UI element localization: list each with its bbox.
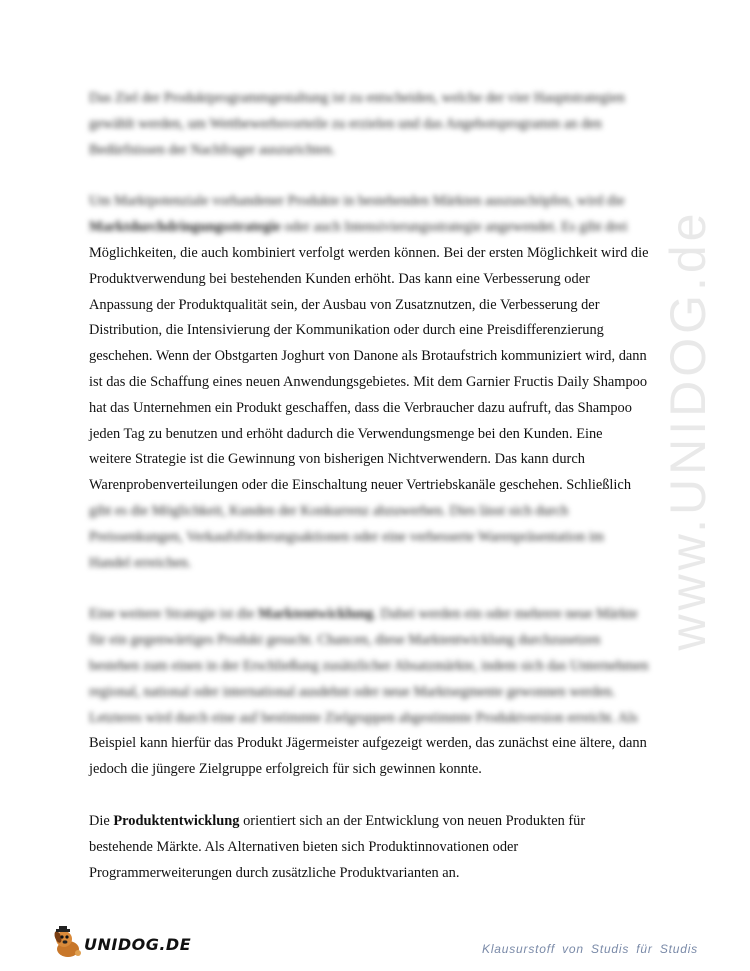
text-line — [89, 399, 632, 417]
text-segment: Bedürfnissen der Nachfrager auszurichten. — [89, 141, 336, 158]
text-segment: geschehen. Wenn der Obstgarten Joghurt von Danone als Brotaufstrich kommuniziert wird, dann — [89, 348, 647, 365]
text-line — [89, 502, 568, 520]
text-segment: Die — [89, 813, 114, 829]
text-line — [89, 734, 647, 752]
text-line — [89, 605, 638, 623]
text-segment: für ein gegenwärtiges Produkt gesucht. Chancen, diese Marktentwicklung durchzusetzen — [89, 632, 601, 649]
footer-tagline: Klausurstoff von Studis für Studis — [482, 942, 698, 956]
text-segment: ist das die Schaffung eines neuen Anwendungsgebietes. Mit dem Garnier Fructis Daily Shampoo — [89, 374, 648, 390]
text-segment: Letzteres wird durch eine auf bestimmte Zielgruppen abgestimmte Produktversion erreicht. Als — [89, 709, 638, 726]
text-segment: Um Marktpotenziale vorhandener Produkte in bestehenden Märkten auszuschöpfen, wird die — [89, 193, 625, 210]
text-segment: oder auch Intensivierungsstrategie angewendet. Es gibt drei — [280, 219, 628, 236]
text-segment: hat das Unternehmen ein Produkt geschaffen, dass die Verbraucher dazu aufruft, das Shampoo — [89, 399, 632, 416]
text-segment: Möglichkeiten, die auch kombiniert verfolgt werden können. Bei der ersten Möglichkeit wird die — [89, 245, 649, 261]
text-line — [89, 270, 590, 288]
text-segment: Beispiel kann hierfür das Produkt Jägermeister aufgezeigt werden, das zunächst eine ältere, dann — [89, 735, 647, 752]
text-line — [89, 476, 631, 494]
text-segment: Produktverwendung bei bestehenden Kunden erhöht. Das kann eine Verbesserung oder — [89, 270, 590, 287]
text-segment: Das Ziel der Produktprogrammgestaltung ist zu entscheiden, welche der vier Hauptstrategien — [89, 90, 625, 106]
watermark: www.UNIDOG.de — [660, 209, 716, 651]
text-line — [89, 115, 602, 133]
text-line — [89, 528, 604, 546]
bold-term: Marktentwicklung — [258, 606, 374, 623]
text-line — [89, 812, 585, 830]
text-segment: jeden Tag zu benutzen und erhöht dadurch die Verwendungsmenge bei den Kunden. Eine — [89, 425, 603, 442]
text-segment: regional, national oder international ausdehnt oder neue Marktsegmente gewonnen werden. — [89, 683, 616, 700]
text-line — [89, 450, 585, 468]
text-line — [89, 864, 459, 882]
text-segment: Distribution, die Intensivierung der Kommunikation oder durch eine Preisdifferenzierung — [89, 322, 604, 339]
text-segment: . Dabei werden ein oder mehrere neue Märkte — [373, 606, 638, 623]
text-segment: gibt es die Möglichkeit, Kunden der Konkurrenz abzuwerben. Dies lässt sich durch — [89, 503, 569, 519]
text-line — [89, 321, 604, 339]
bold-term: Produktentwicklung — [113, 813, 240, 829]
text-segment: Eine weitere Strategie ist die — [89, 606, 259, 623]
text-line — [89, 296, 600, 314]
text-line — [89, 192, 624, 210]
text-segment: Handel erreichen. — [89, 554, 192, 571]
text-line — [89, 631, 601, 649]
text-segment: Anpassung der Produktqualität sein, der Ausbau von Zusatznutzen, die Verbesserung der — [89, 296, 600, 313]
text-segment: bestehende Märkte. Als Alternativen bieten sich Produktinnovationen oder — [89, 838, 519, 855]
text-segment: Programmerweiterungen durch zusätzliche Produktvarianten an. — [89, 864, 460, 881]
text-line — [89, 244, 648, 262]
text-segment: bestehen zum einen in der Erschließung zusätzlicher Absatzmärkte, indem sich das Unternehmen — [89, 658, 649, 674]
text-line — [89, 218, 627, 236]
text-line — [89, 89, 625, 107]
text-segment: jedoch die jüngere Zielgruppe erfolgreich für sich gewinnen konnte. — [89, 761, 482, 778]
text-line — [89, 709, 638, 727]
text-segment: orientiert sich an der Entwicklung von neuen Produkten für — [239, 813, 586, 829]
text-segment: gewählt werden, um Wettbewerbsvorteile zu erzielen und das Angebotsprogramm an den — [89, 115, 602, 132]
logo-text: UNIDOG.DE — [84, 935, 192, 954]
bold-term: Marktdurchdringungsstrategie — [89, 219, 281, 236]
text-line — [89, 425, 603, 443]
text-line — [89, 554, 191, 572]
unidog-logo — [50, 925, 192, 961]
text-line — [89, 657, 648, 675]
text-line — [89, 373, 647, 391]
text-segment: Warenprobenverteilungen oder die Einschaltung neuer Vertriebskanäle geschehen. Schließlich — [89, 477, 632, 494]
text-line — [89, 838, 518, 856]
text-line — [89, 760, 482, 778]
dog-mascot-icon — [50, 925, 86, 961]
text-segment: weitere Strategie ist die Gewinnung von bisherigen Nichtverwendern. Das kann durch — [89, 451, 585, 468]
text-line — [89, 347, 647, 365]
text-line — [89, 683, 615, 701]
text-segment: Preissenkungen, Verkaufsförderungsaktionen oder eine verbesserte Warenpräsentation im — [89, 528, 605, 545]
text-line — [89, 141, 335, 159]
